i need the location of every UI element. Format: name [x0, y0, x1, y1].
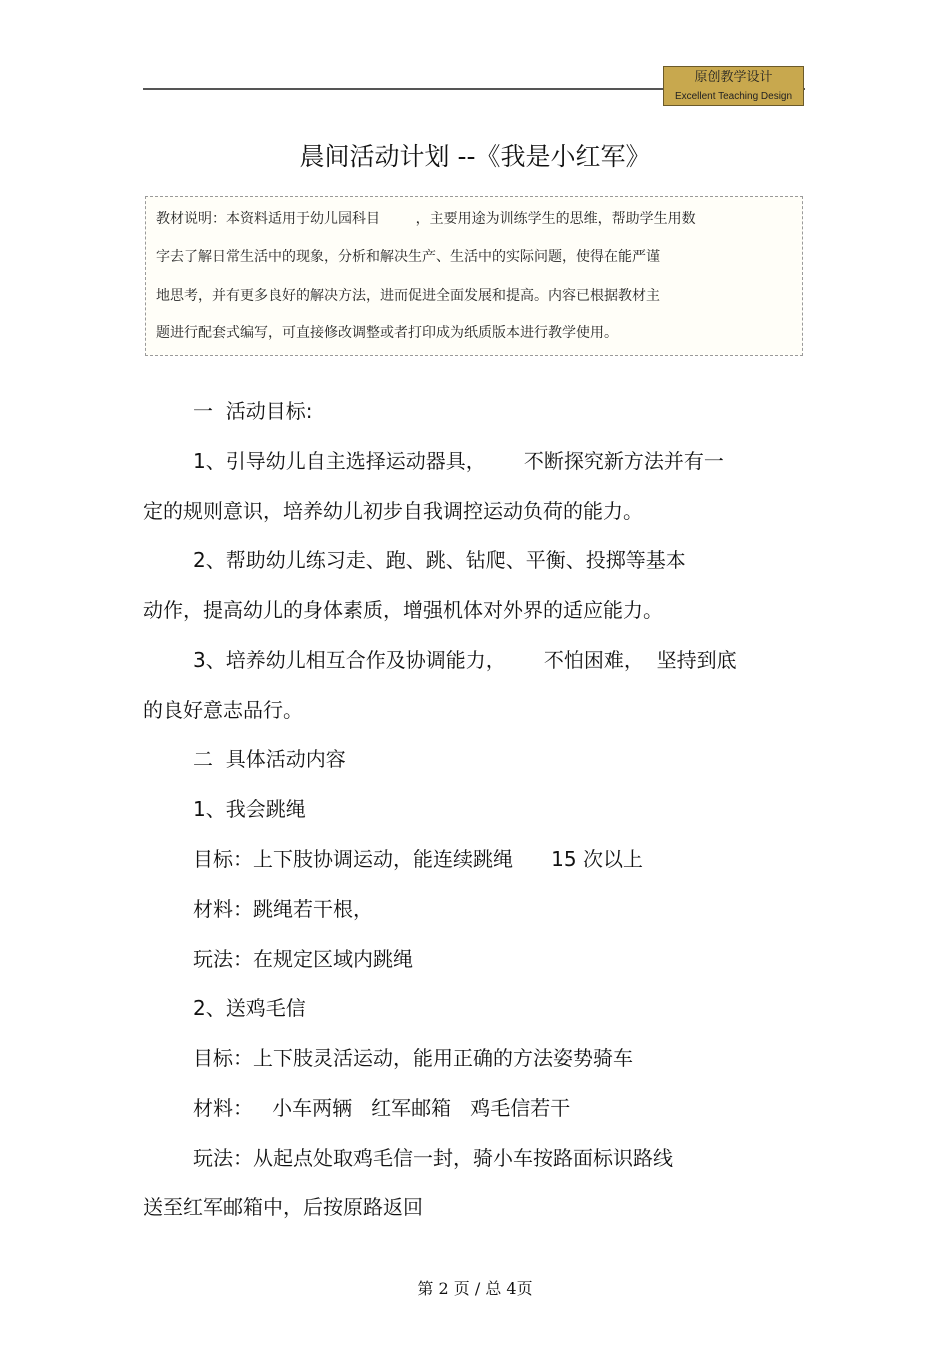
activity-play: 玩法：在规定区域内跳绳 [193, 947, 413, 971]
document-title: 晨间活动计划 --《我是小红军》 [299, 142, 651, 171]
section-heading-content: 二 具体活动内容 [193, 747, 346, 771]
notice-line: 地思考，并有更多良好的解决方法，进而促进全面发展和提高。内容已根据教材主 [156, 288, 660, 304]
activity-title: 1、我会跳绳 [193, 797, 306, 821]
brand-title-en: Excellent Teaching Design [674, 91, 793, 102]
material-notice-box [145, 196, 803, 356]
brand-title-cn: 原创教学设计 [694, 70, 773, 85]
activity-material: 材料： 小车两辆 红军邮箱 鸡毛信若干 [193, 1096, 571, 1120]
paragraph-line: 定的规则意识，培养幼儿初步自我调控运动负荷的能力。 [143, 499, 643, 523]
paragraph-line: 1、引导幼儿自主选择运动器具， 不断探究新方法并有一 [193, 449, 724, 473]
activity-title: 2、送鸡毛信 [193, 996, 306, 1020]
paragraph-line: 的良好意志品行。 [143, 698, 303, 722]
brand-badge [663, 66, 804, 106]
notice-line: 教材说明：本资料适用于幼儿园科目 ，主要用途为训练学生的思维，帮助学生用数 [156, 211, 696, 227]
section-heading-goals: 一 活动目标: [193, 399, 313, 423]
activity-material: 材料：跳绳若干根， [193, 897, 373, 921]
paragraph-line: 2、帮助幼儿练习走、跑、跳、钻爬、平衡、投掷等基本 [193, 548, 686, 572]
activity-play: 玩法：从起点处取鸡毛信一封，骑小车按路面标识路线 [193, 1146, 673, 1170]
notice-line: 字去了解日常生活中的现象，分析和解决生产、生活中的实际问题，使得在能严谨 [156, 249, 660, 265]
paragraph-line: 动作，提高幼儿的身体素质，增强机体对外界的适应能力。 [143, 598, 663, 622]
paragraph-line: 3、培养幼儿相互合作及协调能力， 不怕困难， 坚持到底 [193, 648, 737, 672]
page-number: 第 2 页 / 总 4页 [417, 1279, 533, 1298]
activity-goal: 目标：上下肢协调运动，能连续跳绳 15 次以上 [193, 847, 643, 871]
notice-line: 题进行配套式编写，可直接修改调整或者打印成为纸质版本进行教学使用。 [156, 325, 618, 341]
paragraph-line: 送至红军邮箱中，后按原路返回 [143, 1195, 423, 1219]
activity-goal: 目标：上下肢灵活运动，能用正确的方法姿势骑车 [193, 1046, 633, 1070]
